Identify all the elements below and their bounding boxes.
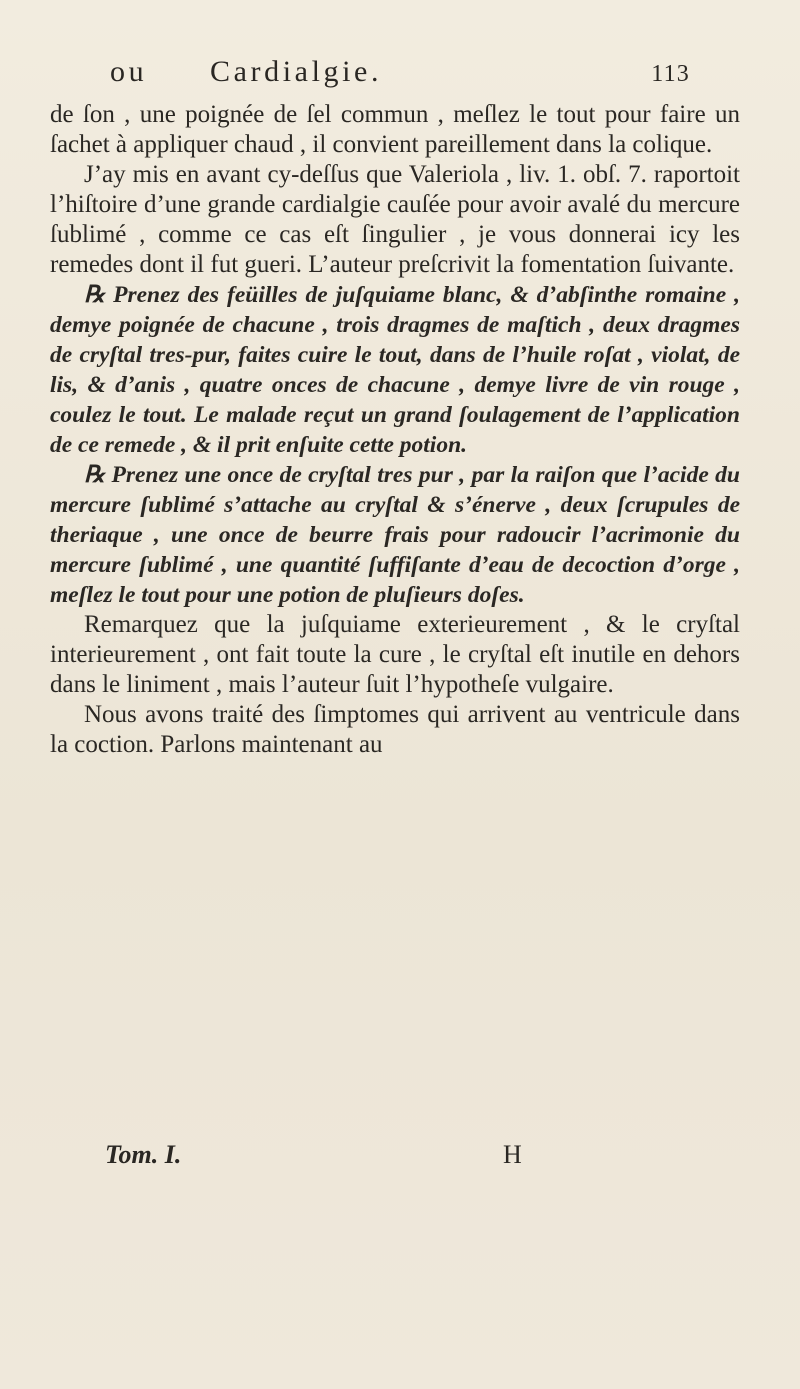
prescription-1-text: Prenez des feüilles de juſquiame blanc, & d’abſinthe romaine , demye poignée de chacune , trois dragmes de maſtich , deux dragmes de cryſtal tres-pur, faites cuire le tout, dans de l’huile roſat , violat, de lis, & d’anis , quatre onces de chacune , demye livre de vin rouge , coulez le tout. Le malade reçut un grand ſoulagement de l’application de ce remede , & il prit enſuite cette potion. [50, 282, 741, 458]
paragraph-5: Remarquez que la juſquiame exterieurement , & le cryſtal interieurement , ont fait toute la cure , le cryſtal eſt inutile en dehors dans le liniment , mais l’auteur ſuit l’hypotheſe vulgaire. [50, 611, 740, 698]
prescription-1 [50, 280, 740, 460]
paragraph-2: J’ay mis en avant cy-deſſus que Valeriola , liv. 1. obſ. 7. raportoit l’hiſtoire d’une grande cardialgie cauſée pour avoir avalé du mercure ſublimé , comme ce cas eſt ſingulier , je vous donnerai icy les remedes dont il fut gueri. L’auteur preſcrivit la fomentation ſuivante. [50, 161, 740, 278]
header-prefix: ou [110, 55, 148, 88]
page-number: 113 [651, 61, 690, 87]
rx-symbol-icon: ℞ [84, 462, 106, 488]
volume-mark: Tom. I. [105, 1140, 182, 1169]
prescription-2-text: Prenez une once de cryſtal tres pur , par la raiſon que l’acide du mercure ſublimé s’attache au cryſtal & s’énerve , deux ſcrupules de theriaque , une once de beurre frais pour radoucir l’acrimonie du mercure ſublimé , une quantité ſuffiſante d’eau de decoction d’orge , meſlez le tout pour une potion de pluſieurs doſes. [50, 462, 740, 608]
prescription-2 [50, 460, 740, 610]
signature-mark: H [503, 1140, 522, 1169]
rx-symbol-icon: ℞ [84, 282, 106, 308]
paragraph-6: Nous avons traité des ſimptomes qui arrivent au ventricule dans la coction. Parlons maintenant au [50, 701, 740, 758]
page-footer [105, 1140, 745, 1180]
header-title: Cardialgie. [210, 55, 383, 88]
paragraph-1: de ſon , une poignée de ſel commun , meſlez le tout pour faire un ſachet à appliquer chaud , il convient pareillement dans la colique. [50, 101, 740, 158]
running-header [110, 55, 690, 95]
page-body [50, 100, 740, 760]
